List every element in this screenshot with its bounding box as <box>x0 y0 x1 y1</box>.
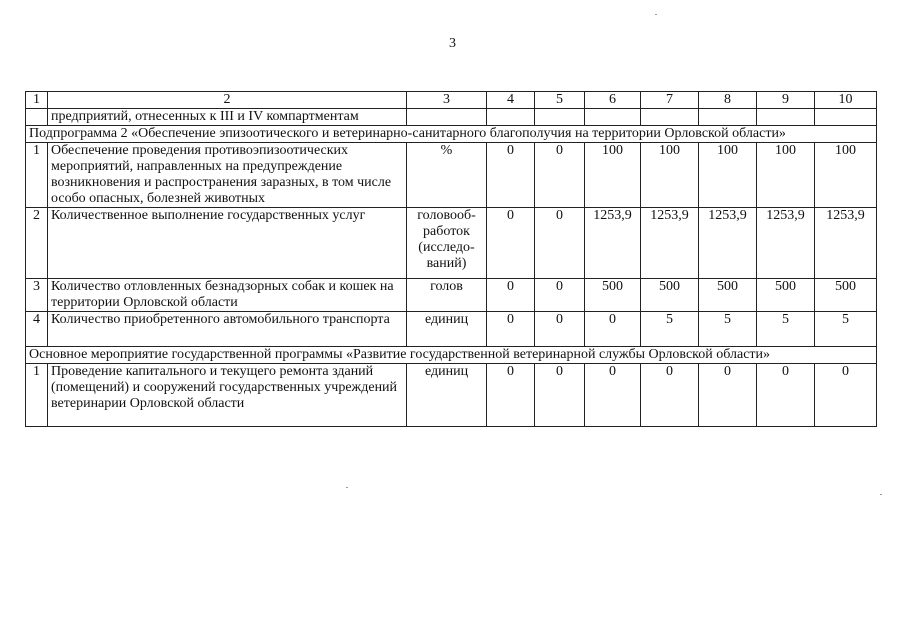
value-cell: 0 <box>815 364 877 427</box>
table-row <box>26 143 877 208</box>
header-cell: 5 <box>535 92 585 109</box>
value-cell: 100 <box>699 143 757 208</box>
scan-speck <box>346 487 348 488</box>
value-cell: 0 <box>535 279 585 312</box>
unit-cell: единиц <box>407 364 487 427</box>
page-number: 3 <box>449 36 456 51</box>
indicator-name: Количество приобретенного автомобильного транспорта <box>48 312 407 347</box>
row-number: 1 <box>26 364 48 427</box>
row-number-cell <box>26 109 48 126</box>
header-cell: 4 <box>487 92 535 109</box>
value-cell: 1253,9 <box>699 208 757 279</box>
value-cell: 0 <box>535 364 585 427</box>
value-cell: 100 <box>585 143 641 208</box>
value-cell: 500 <box>585 279 641 312</box>
header-cell: 10 <box>815 92 877 109</box>
unit-cell: единиц <box>407 312 487 347</box>
value-cell: 0 <box>487 312 535 347</box>
header-cell: 3 <box>407 92 487 109</box>
continuation-row <box>26 109 877 126</box>
value-cell: 5 <box>699 312 757 347</box>
value-cell: 500 <box>815 279 877 312</box>
value-cell: 1253,9 <box>641 208 699 279</box>
value-cell: 0 <box>699 364 757 427</box>
value-cell: 0 <box>535 143 585 208</box>
scan-speck <box>880 494 882 495</box>
value-cell: 1253,9 <box>585 208 641 279</box>
value-cell: 500 <box>699 279 757 312</box>
row-number: 4 <box>26 312 48 347</box>
section-row <box>26 347 877 364</box>
value-cell: 100 <box>641 143 699 208</box>
value-cell: 0 <box>487 279 535 312</box>
indicators-table <box>25 91 877 427</box>
value-cell: 0 <box>585 364 641 427</box>
value-cell: 0 <box>535 208 585 279</box>
value-cell: 100 <box>757 143 815 208</box>
value-cell: 0 <box>487 143 535 208</box>
value-cell: 500 <box>641 279 699 312</box>
unit-cell: % <box>407 143 487 208</box>
header-cell: 6 <box>585 92 641 109</box>
section-row <box>26 126 877 143</box>
unit-cell: головооб-работок (исследо-ваний) <box>407 208 487 279</box>
value-cell: 0 <box>641 364 699 427</box>
table-row <box>26 279 877 312</box>
indicator-name: Количество отловленных безнадзорных собак и кошек на территории Орловской области <box>48 279 407 312</box>
section-title: Основное мероприятие государственной программы «Развитие государственной ветеринарной службы Орловской области» <box>26 347 877 364</box>
table-row <box>26 208 877 279</box>
value-cell: 5 <box>641 312 699 347</box>
unit-cell: голов <box>407 279 487 312</box>
value-cell: 100 <box>815 143 877 208</box>
value-cell: 0 <box>487 208 535 279</box>
header-cell: 2 <box>48 92 407 109</box>
header-cell: 1 <box>26 92 48 109</box>
value-cell: 0 <box>535 312 585 347</box>
value-cell: 5 <box>757 312 815 347</box>
value-cell: 0 <box>487 364 535 427</box>
value-cell: 5 <box>815 312 877 347</box>
section-title: Подпрограмма 2 «Обеспечение эпизоотического и ветеринарно-санитарного благополучия на территории Орловской области» <box>26 126 877 143</box>
value-cell: 1253,9 <box>815 208 877 279</box>
table-header-row <box>26 92 877 109</box>
row-number: 1 <box>26 143 48 208</box>
indicator-name: Количественное выполнение государственных услуг <box>48 208 407 279</box>
header-cell: 8 <box>699 92 757 109</box>
row-number: 2 <box>26 208 48 279</box>
value-cell: 1253,9 <box>757 208 815 279</box>
continuation-text: предприятий, отнесенных к III и IV компартментам <box>48 109 407 126</box>
row-number: 3 <box>26 279 48 312</box>
table-row <box>26 312 877 347</box>
indicator-name: Проведение капитального и текущего ремонта зданий (помещений) и сооружений государственных учреждений ветеринарии Орловской области <box>48 364 407 427</box>
header-cell: 7 <box>641 92 699 109</box>
header-cell: 9 <box>757 92 815 109</box>
indicator-name: Обеспечение проведения противоэпизоотических мероприятий, направленных на предупреждение возникновения и распространения заразных, в том числе особо опасных, болезней животных <box>48 143 407 208</box>
value-cell: 0 <box>757 364 815 427</box>
value-cell: 0 <box>585 312 641 347</box>
value-cell: 500 <box>757 279 815 312</box>
table-row <box>26 364 877 427</box>
scan-speck <box>655 14 657 15</box>
